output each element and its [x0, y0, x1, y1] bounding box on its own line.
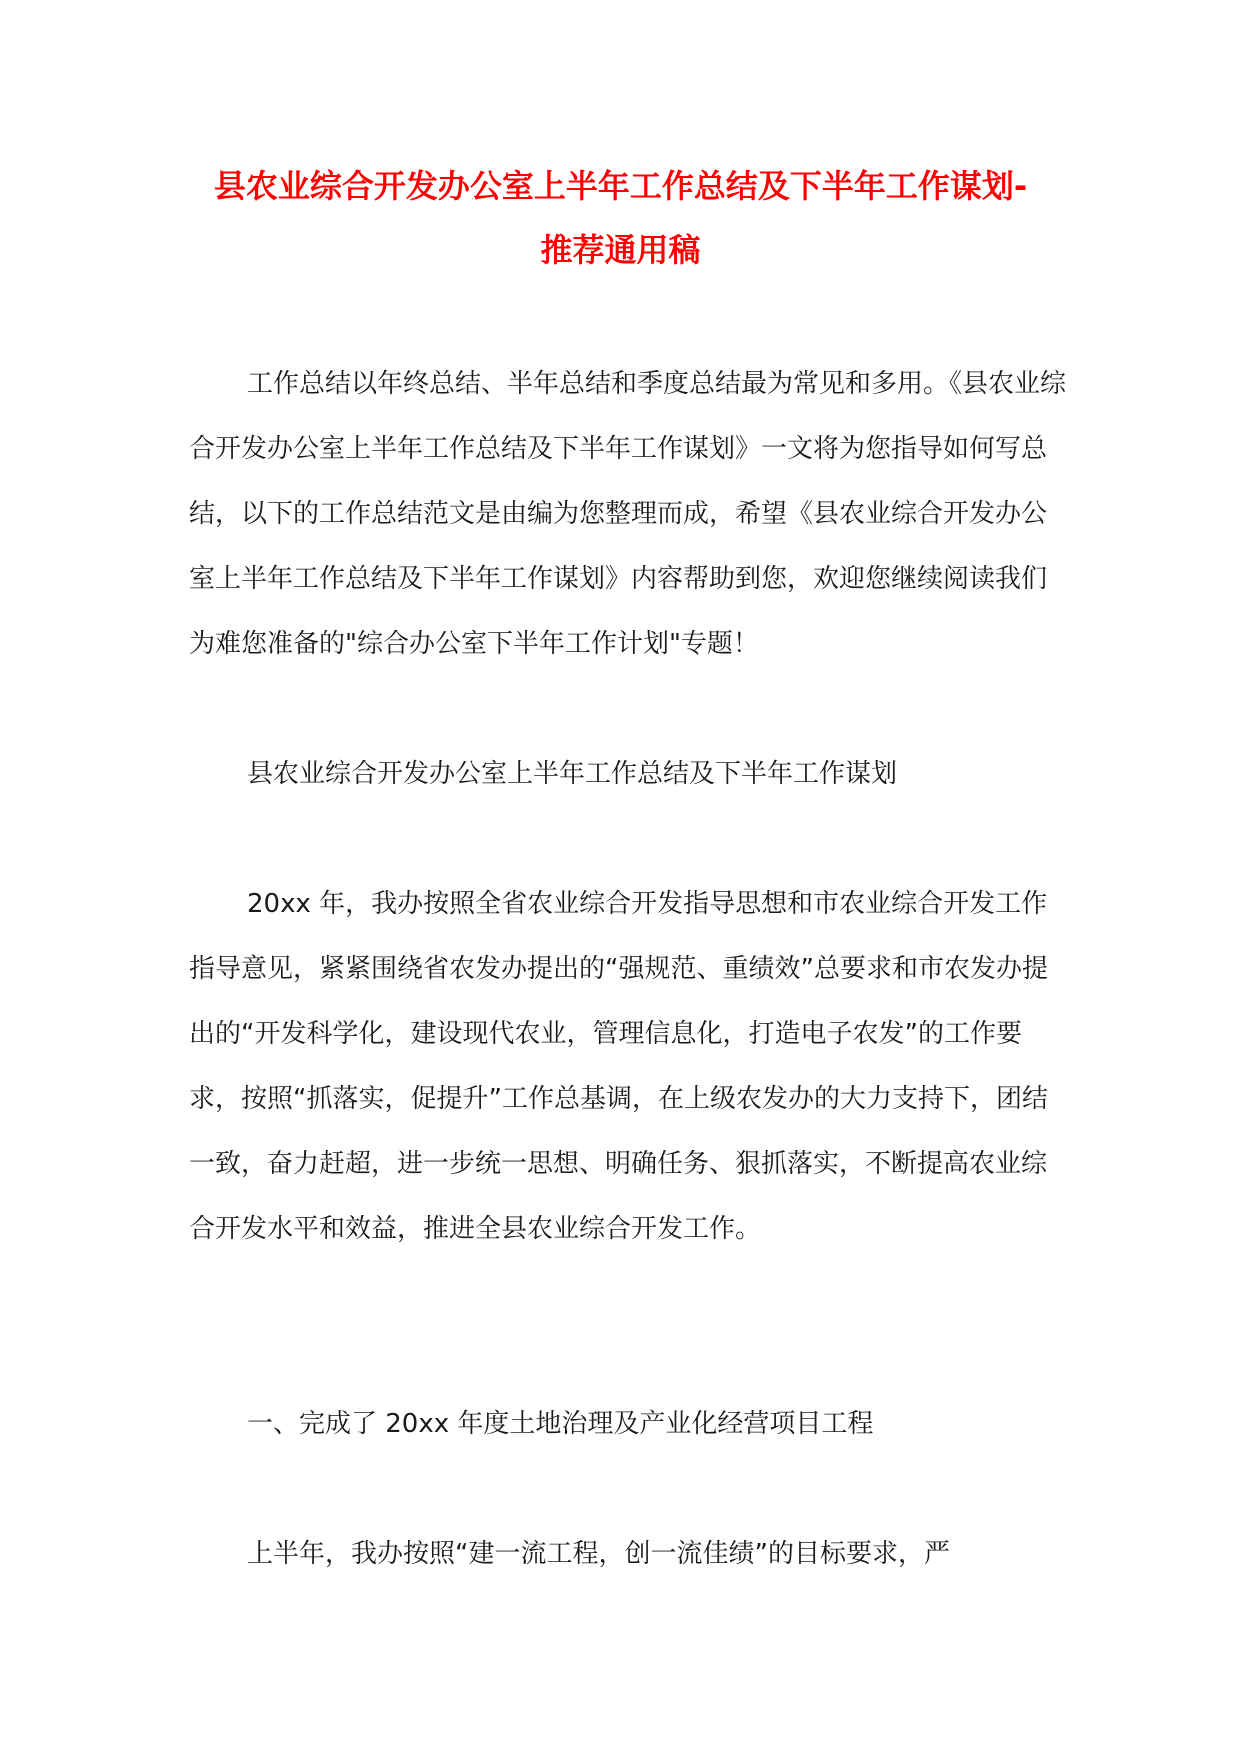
subtitle-paragraph: 县农业综合开发办公室上半年工作总结及下半年工作谋划	[247, 759, 898, 789]
intro-paragraph: 工作总结以年终总结、半年总结和季度总结最为常见和多用。《县农业综合开发办公室上半年工作总结及下半年工作谋划》一文将为您指导如何写总结，以下的工作总结范文是由编为您整理而成，希望《县农业综合开发办公室上半年工作总结及下半年工作谋划》内容帮助到您，欢迎您继续阅读我们为难您准备的"综合办公室下半年工作计划"专题！	[189, 369, 1067, 659]
document-title-line-1: 县农业综合开发办公室上半年工作总结及下半年工作谋划-	[213, 167, 1028, 205]
document-title-line-2: 推荐通用稿	[540, 231, 701, 269]
section-1-paragraph: 上半年，我办按照“建一流工程，创一流佳绩”的目标要求，严	[247, 1539, 950, 1569]
section-heading-1: 一、完成了 20xx 年度土地治理及产业化经营项目工程	[247, 1409, 874, 1439]
main-paragraph: 20xx 年，我办按照全省农业综合开发指导思想和市农业综合开发工作指导意见，紧紧围绕省农发办提出的“强规范、重绩效”总要求和市农发办提出的“开发科学化，建设现代农业，管理信息化，打造电子农发”的工作要求，按照“抓落实，促提升”工作总基调，在上级农发办的大力支持下，团结一致，奋力赶超，进一步统一思想、明确任务、狠抓落实，不断提高农业综合开发水平和效益，推进全县农业综合开发工作。	[189, 889, 1048, 1244]
